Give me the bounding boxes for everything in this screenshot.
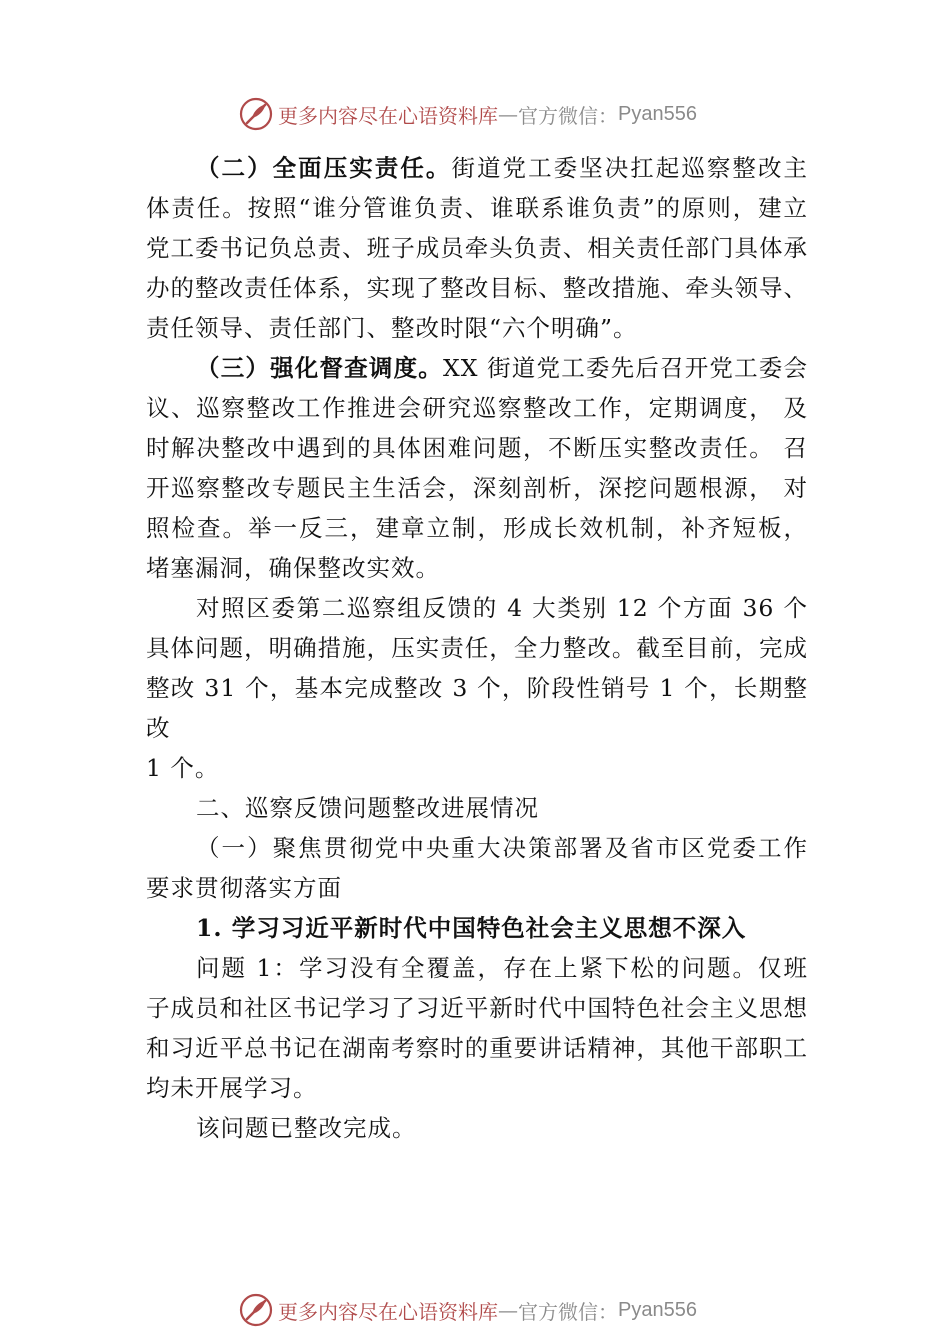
issue-status: 该问题已整改完成。	[196, 1114, 417, 1142]
paragraph-progress-summary: 对照区委第二巡察组反馈的 4 大类别 12 个方面 36 个具体问题，明确措施，压实责任，全力整改。截至目前，完成整改 31 个，基本完成整改 3 个，阶段性销号 1 个，长期整改	[146, 594, 808, 742]
watermark-main-text: 更多内容尽在心语资料库	[278, 103, 498, 128]
header-watermark	[238, 94, 758, 134]
watermark-separator: —	[498, 1298, 518, 1322]
watermark-id: Pyan556	[618, 102, 697, 125]
watermark-label: 官方微信：	[518, 103, 618, 128]
paragraph-responsibility	[146, 148, 808, 348]
watermark-label: 官方微信：	[518, 1299, 618, 1324]
issue-paragraph: 问题 1：学习没有全覆盖，存在上紧下松的问题。仅班子成员和社区书记学习了习近平新时代中国特色社会主义思想和习近平总书记在湖南考察时的重要讲话精神，其他干部职工均未开展学习。	[146, 954, 808, 1102]
paragraph-supervision	[146, 348, 808, 588]
item-heading: 1. 学习习近平新时代中国特色社会主义思想不深入	[196, 914, 747, 942]
document-body	[146, 148, 808, 1148]
paragraph-text: 街道党工委坚决扛起巡察整改主体责任。按照“谁分管谁负责、谁联系谁负责”的原则，建立党工委书记负总责、班子成员牵头负责、相关责任部门具体承办的整改责任体系，实现了整改目标、整改措施、牵头领导、责任领导、责任部门、整改时限“六个明确”。	[146, 154, 809, 342]
paragraph-heading: （二）全面压实责任。	[196, 154, 452, 182]
section-heading: 二、巡察反馈问题整改进展情况	[196, 794, 539, 822]
quill-logo-icon	[238, 96, 274, 132]
watermark-separator: —	[498, 102, 518, 126]
quill-logo-icon	[238, 1292, 274, 1328]
watermark-id: Pyan556	[618, 1298, 697, 1321]
paragraph-progress-tail: 1 个。	[146, 754, 220, 782]
paragraph-text: XX 街道党工委先后召开党工委会议、巡察整改工作推进会研究巡察整改工作，定期调度， 及时解决整改中遇到的具体困难问题，不断压实整改责任。 召开巡察整改专题民主生活会，深刻剖析，深挖问题根源， 对照检查。举一反三，建章立制，形成长效机制，补齐短板， 堵塞漏洞，确保整改实效。	[146, 354, 808, 582]
footer-watermark	[238, 1290, 758, 1330]
subsection-heading: （一）聚焦贯彻党中央重大决策部署及省市区党委工作要求贯彻落实方面	[146, 834, 808, 902]
paragraph-heading: （三）强化督查调度。	[196, 354, 443, 382]
watermark-main-text: 更多内容尽在心语资料库	[278, 1299, 498, 1324]
